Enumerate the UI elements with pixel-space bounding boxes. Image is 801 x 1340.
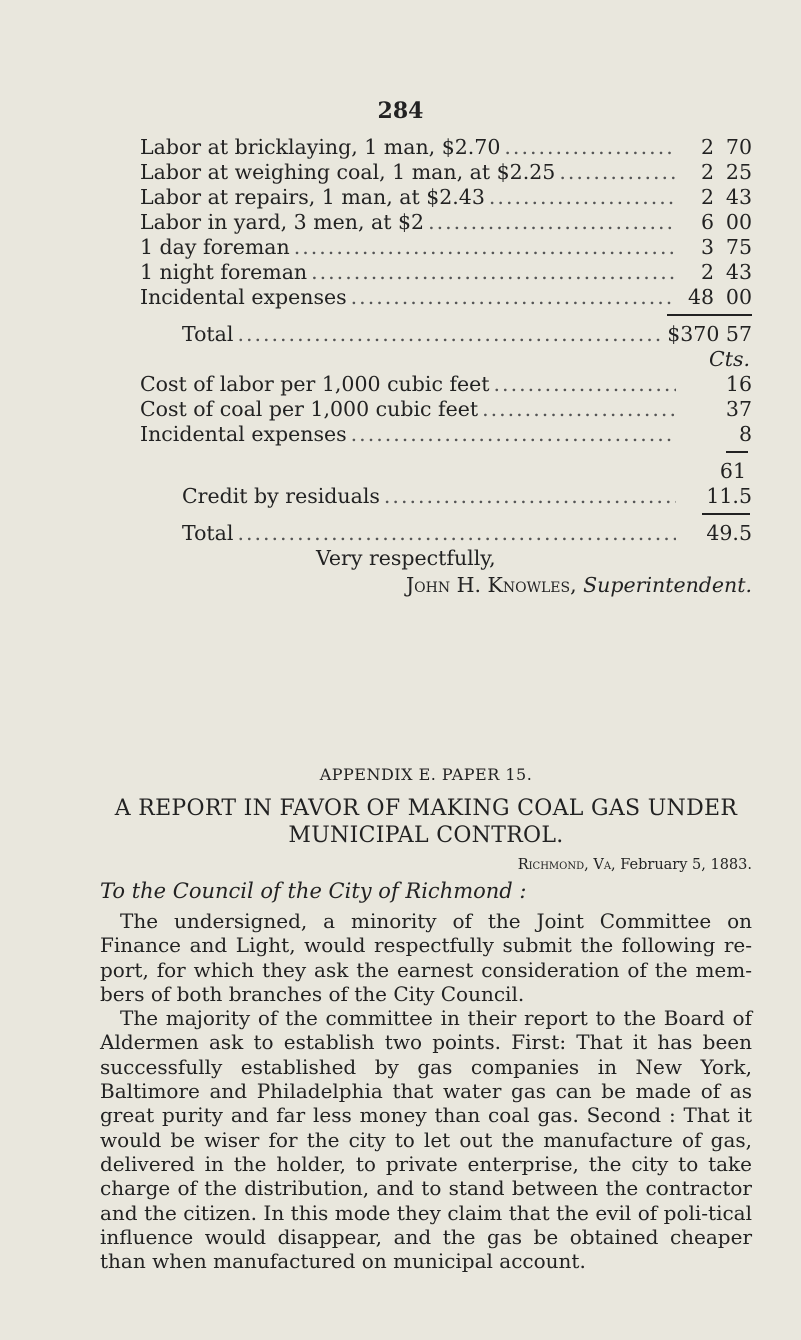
credit-label: Credit by residuals <box>182 484 380 508</box>
expense-label: Labor at weighing coal, 1 man, at $2.25 <box>140 160 556 184</box>
total2-rule <box>140 509 752 521</box>
paragraph-2: The majority of the committee in their report to the Board of Aldermen ask to establish two points. First: That it has been successfully established by gas companies in New York, Baltimore and Philadelphia that water gas can be made of as great purity and far less money than coal gas. Second : That it would be wiser for the city to let out the manufacture of gas, delivered in the holder, to private enterprise, the city to take charge of the distribution, and to stand between the contractor and the citizen. In this mode they claim that the evil of poli-tical influence would disappear, and the gas be obtained cheaper than when manufactured on municipal account. <box>100 1006 752 1274</box>
expense-row <box>140 260 752 285</box>
total2-label: Total <box>182 521 234 545</box>
expense-dollars: 2 <box>700 185 714 209</box>
cost-row <box>140 397 752 422</box>
page-number: 284 <box>377 98 424 124</box>
expense-cents: 70 <box>725 135 752 159</box>
expense-label: 1 day foreman <box>140 235 290 259</box>
credit-value: 11.5 <box>706 484 752 508</box>
signature-name: John H. Knowles, <box>405 573 577 597</box>
cost-label: Incidental expenses <box>140 422 347 446</box>
expense-row <box>140 210 752 235</box>
subtotal-rule <box>140 447 752 459</box>
cost-value: 8 <box>738 422 752 446</box>
signature-line <box>140 573 752 600</box>
report-heading: A REPORT IN FAVOR OF MAKING COAL GAS UNDER MUNICIPAL CONTROL. <box>114 796 738 848</box>
cents-header: Cts. <box>709 347 750 371</box>
cost-value: 37 <box>725 397 752 421</box>
total-row <box>140 322 752 347</box>
expense-label: 1 night foreman <box>140 260 308 284</box>
expense-table <box>140 135 752 600</box>
expense-dollars: 2 <box>700 135 714 159</box>
expense-dollars: 6 <box>700 210 714 234</box>
expense-label: Labor at repairs, 1 man, at $2.43 <box>140 185 485 209</box>
expense-label: Labor at bricklaying, 1 man, $2.70 <box>140 135 501 159</box>
expense-dollars: 2 <box>700 260 714 284</box>
report-section <box>100 765 752 1273</box>
salutation: To the Council of the City of Richmond : <box>100 879 527 903</box>
subtotal-value: 61 <box>719 459 746 483</box>
cost-row <box>140 372 752 397</box>
cost-row <box>140 422 752 447</box>
total-rule <box>140 310 752 322</box>
appendix-label: APPENDIX E. PAPER 15. <box>319 765 533 784</box>
expense-row <box>140 185 752 210</box>
total2-row <box>140 521 752 546</box>
expense-row <box>140 135 752 160</box>
cost-label: Cost of coal per 1,000 cubic feet <box>140 397 479 421</box>
paragraph-1: The undersigned, a minority of the Joint Committee on Finance and Light, would respectfully submit the following re-port, for which they ask the earnest consideration of the mem-bers of both branches of the City Council. <box>100 909 752 1006</box>
cost-label: Cost of labor per 1,000 cubic feet <box>140 372 490 396</box>
expense-cents: 00 <box>725 210 752 234</box>
place-date <box>100 857 752 879</box>
expense-row <box>140 160 752 185</box>
expense-cents: 75 <box>725 235 752 259</box>
expense-cents: 43 <box>725 185 752 209</box>
total-label: Total <box>182 322 234 346</box>
credit-row <box>140 484 752 509</box>
cost-value: 16 <box>725 372 752 396</box>
expense-cents: 00 <box>725 285 752 309</box>
expense-row <box>140 235 752 260</box>
expense-row <box>140 285 752 310</box>
expense-cents: 43 <box>725 260 752 284</box>
place-date-text: , February 5, 1883. <box>611 857 752 873</box>
expense-label: Incidental expenses <box>140 285 347 309</box>
expense-label: Labor in yard, 3 men, at $2 <box>140 210 425 234</box>
total-value: $370 57 <box>667 322 752 346</box>
total2-value: 49.5 <box>706 521 752 545</box>
closing-line: Very respectfully, <box>316 546 496 570</box>
expense-dollars: 48 <box>688 285 715 309</box>
place-city: Richmond, Va <box>517 857 612 873</box>
expense-dollars: 3 <box>700 235 714 259</box>
expense-dollars: 2 <box>700 160 714 184</box>
signature-title: Superintendent. <box>583 573 752 597</box>
expense-cents: 25 <box>725 160 752 184</box>
